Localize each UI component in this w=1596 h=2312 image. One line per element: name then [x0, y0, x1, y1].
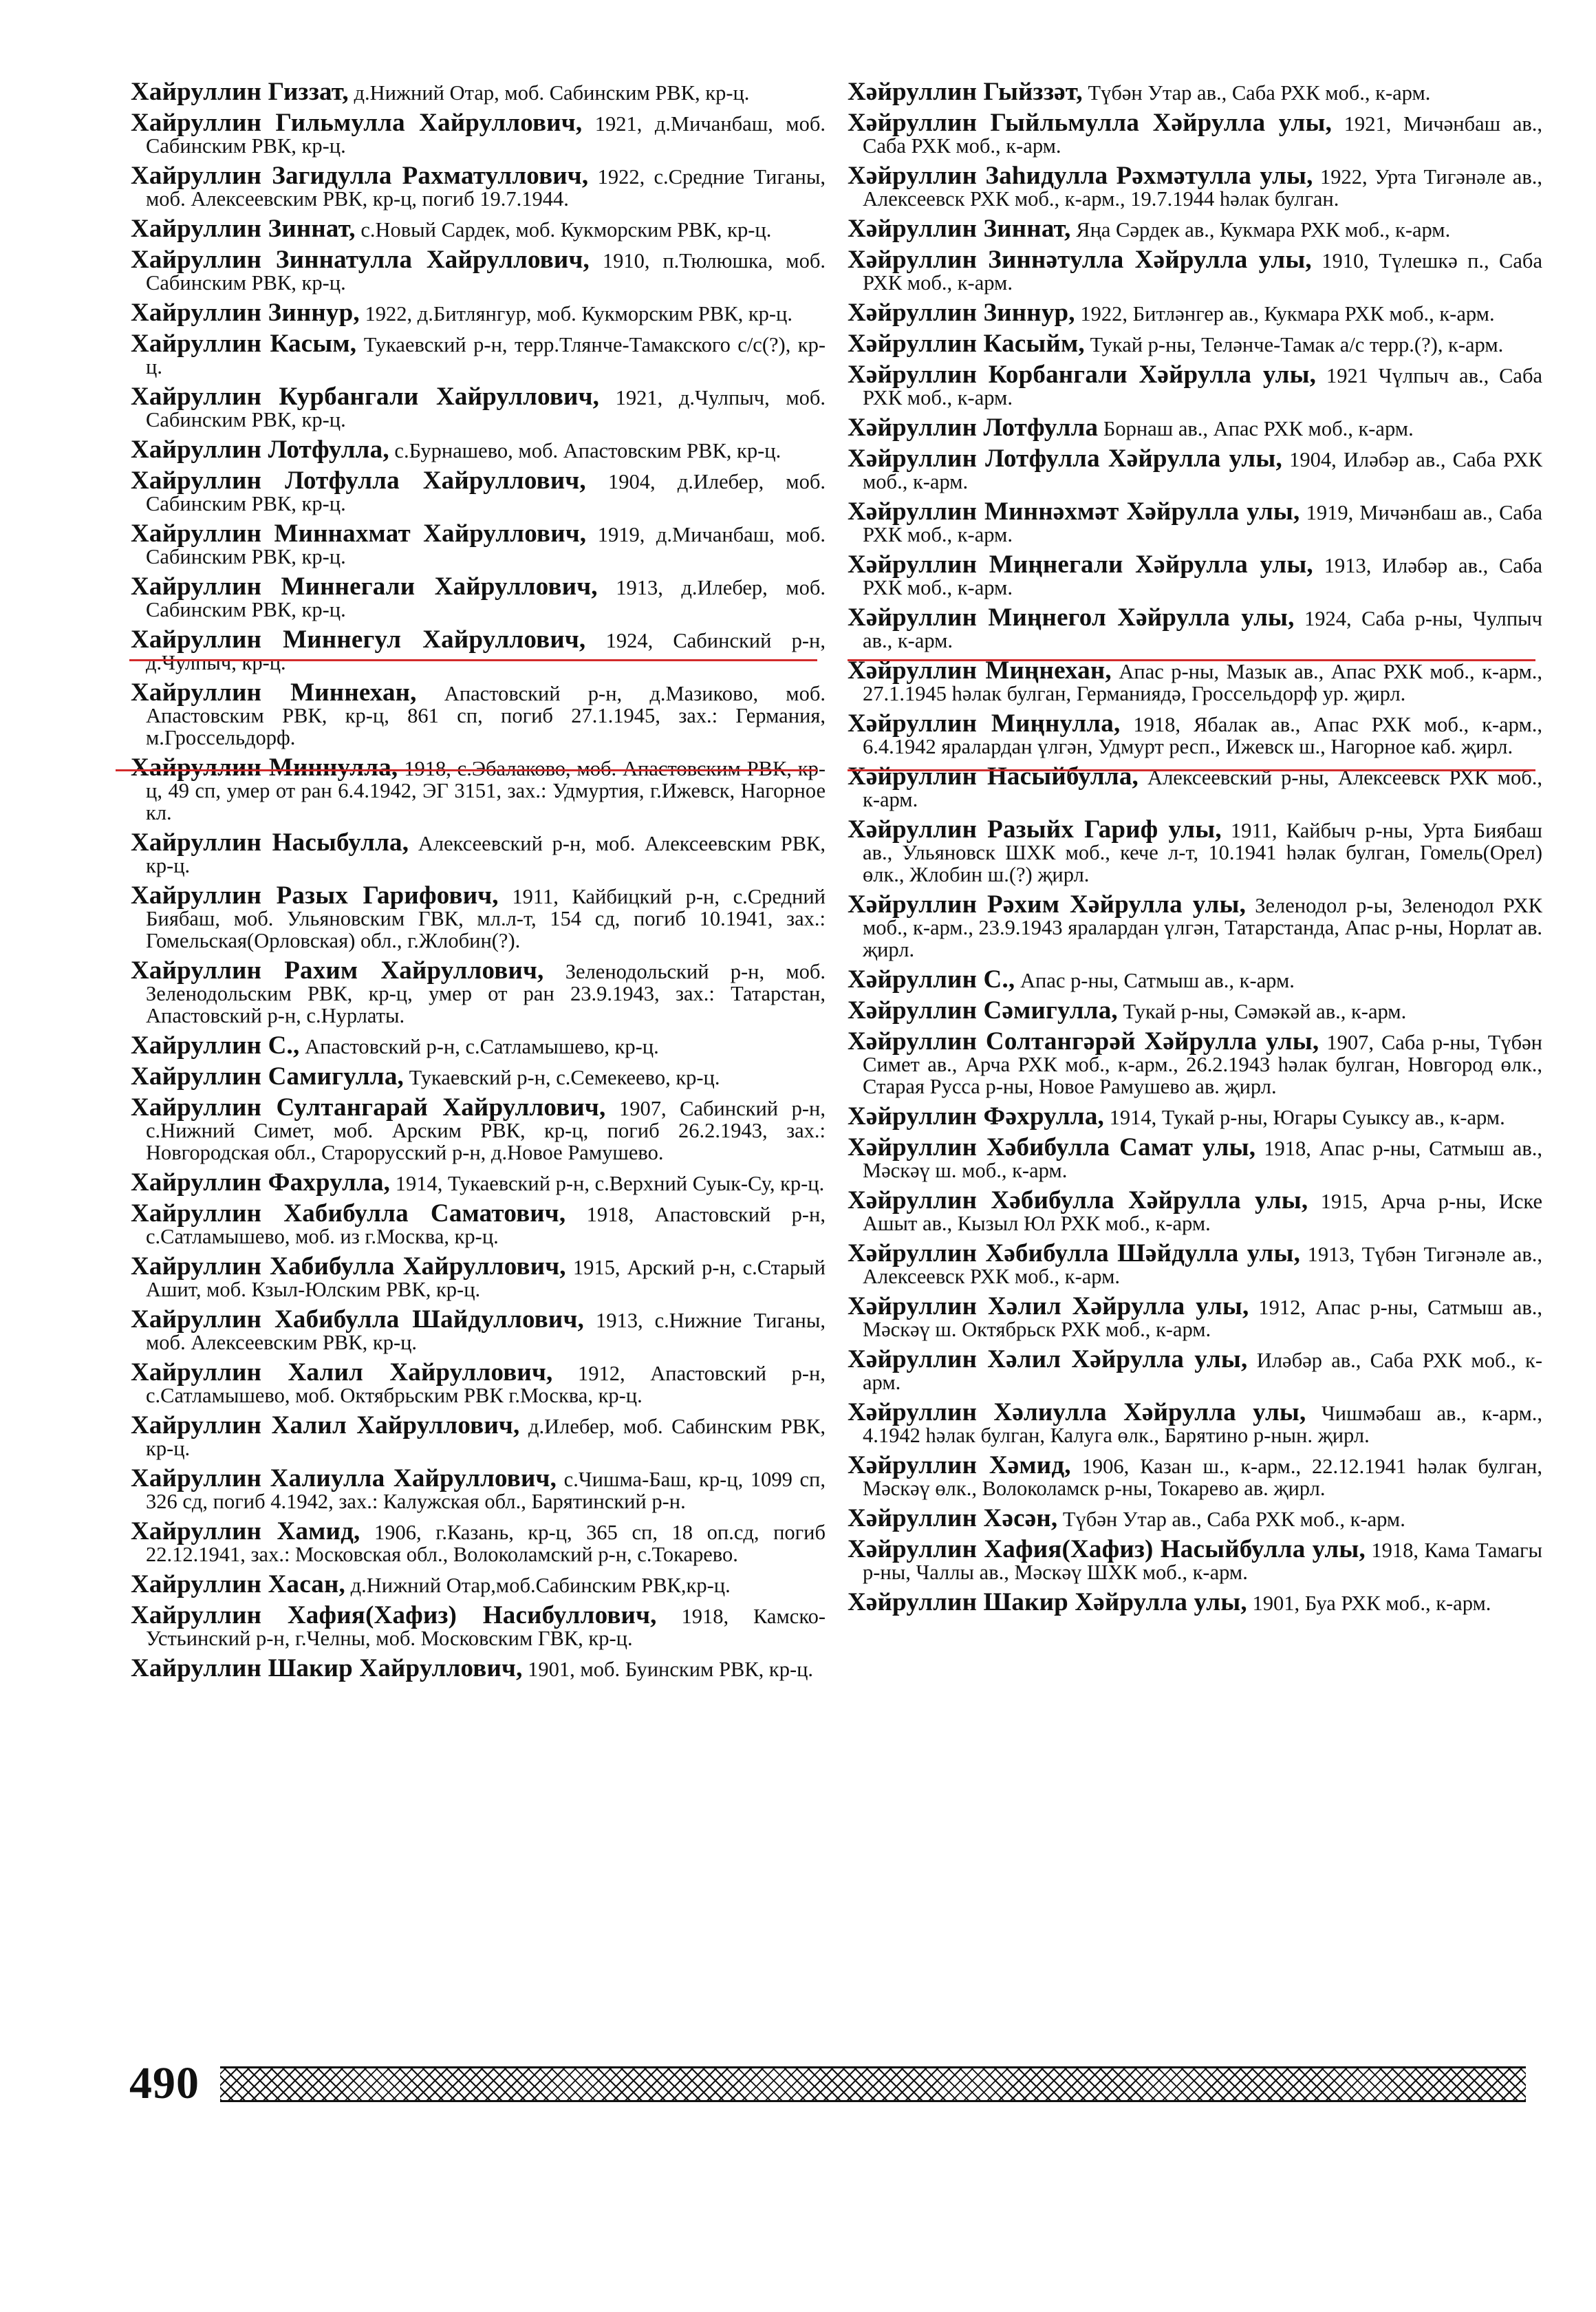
register-entry — [848, 550, 1542, 599]
register-entry — [848, 762, 1543, 811]
entry-details: Зеленодол р-ы, Зеленодол РХК моб., к-арм., 23.9.1943 яралардан үлгән, Татарстанда, Апас р-ны, Норлат ав. җирл. — [863, 894, 1543, 961]
entry-details: 1907, Сабинский р-н, с.Нижний Симет, моб. Арским РВК, кр-ц, погиб 26.2.1943, зах.: Новгородская обл., Старорусский р-н, д.Новое Рамушево. — [146, 1097, 826, 1164]
entry-name: Хайруллин Хафия(Хафиз) Насибуллович, — [131, 1601, 657, 1629]
entry-details: с.Чишма-Баш, кр-ц, 1099 сп, 326 сд, погиб 4.1942, зах.: Калужская обл., Барятинский р-н. — [146, 1468, 826, 1513]
entry-name: Хәйруллин Миннәхмәт Хәйрулла улы, — [848, 497, 1300, 526]
entry-details: 1914, Тукаевский р-н, с.Верхний Суык-Су, кр-ц. — [395, 1172, 825, 1195]
entry-name: Хәйруллин Гыйльмулла Хәйрулла улы, — [848, 109, 1333, 137]
entry-details: 1922, Урта Тигәнәле ав., Алексеевск РХК моб., к-арм., 19.7.1944 һәлак булган. — [863, 165, 1542, 211]
entry-details: 1914, Тукай р-ны, Югары Суыксу ав., к-арм. — [1109, 1106, 1505, 1129]
register-entry — [848, 815, 1542, 886]
entry-name: Хайруллин Миннулла, — [131, 753, 398, 782]
entry-name: Хәйруллин Насыйбулла, — [848, 762, 1139, 791]
entry-name: Хайруллин Хабибулла Саматович, — [131, 1199, 566, 1228]
register-entry — [848, 1345, 1543, 1394]
entry-name: Хайруллин Гильмулла Хайруллович, — [131, 109, 583, 137]
entry-name: Хәйруллин Зиннат, — [848, 215, 1071, 243]
register-entry — [848, 1292, 1542, 1341]
entry-name: Хәйруллин Зиннәтулла Хәйрулла улы, — [848, 246, 1312, 274]
entry-details: 1906, г.Казань, кр-ц, 365 сп, 18 оп.сд, погиб 22.12.1941, зах.: Московская обл., Волоколамский р-н, с.Токарево. — [146, 1521, 826, 1566]
entry-details: 1921 Чүлпыч ав., Саба РХК моб., к-арм. — [863, 364, 1543, 409]
register-entry — [848, 1102, 1542, 1131]
decorative-ornament-border — [220, 2066, 1526, 2102]
entry-details: 1918, с.Эбалаково, моб. Апастовским РВК, кр-ц, 49 сп, умер от ран 6.4.1942, ЭГ 3151, зах.: Удмуртия, г.Ижевск, Нагорное кл. — [146, 757, 826, 824]
entry-details: 1913, д.Илебер, моб. Сабинским РВК, кр-ц. — [146, 576, 826, 621]
entry-details: Алексеевский р-ны, Алексеевск РХК моб., к-арм. — [863, 766, 1543, 811]
register-entry — [848, 497, 1543, 546]
entry-name: Хәйруллин Хәлил Хәйрулла улы, — [848, 1292, 1249, 1320]
register-entry — [131, 299, 826, 327]
register-entry — [848, 445, 1542, 493]
entry-name: Хайруллин Халил Хайруллович, — [131, 1358, 553, 1387]
entry-name: Хайруллин Разых Гарифович, — [131, 881, 499, 910]
register-entry — [848, 1186, 1543, 1235]
entry-name: Хәйруллин Сәмигулла, — [848, 996, 1118, 1025]
entry-name: Хәйруллин Шакир Хәйрулла улы, — [848, 1588, 1247, 1616]
entry-name: Хайруллин Хасан, — [131, 1570, 345, 1598]
register-entry — [848, 890, 1543, 961]
register-entry — [131, 1358, 826, 1407]
left-column-russian — [131, 78, 826, 1689]
register-entry — [131, 828, 826, 877]
entry-name: Хайруллин Хабибулла Шайдуллович, — [131, 1305, 584, 1334]
entry-details: Апас р-ны, Сатмыш ав., к-арм. — [1020, 969, 1295, 992]
register-entry — [131, 625, 826, 674]
entry-name: Хайруллин Зиннат, — [131, 215, 356, 243]
entry-details: 1913, Иләбәр ав., Саба РХК моб., к-арм. — [863, 554, 1542, 599]
entry-details: 1921, Мичәнбаш ав., Саба РХК моб., к-арм. — [863, 112, 1543, 158]
entry-details: д.Нижний Отар, моб. Сабинским РВК, кр-ц. — [354, 81, 750, 105]
entry-name: Хәйруллин Хәбибулла Самат улы, — [848, 1133, 1256, 1162]
register-entry — [848, 603, 1542, 652]
register-entry — [131, 881, 826, 952]
entry-details: с.Новый Сардек, моб. Кукморским РВК, кр-ц. — [360, 218, 772, 242]
entry-details: 1918, Ябалак ав., Апас РХК моб., к-арм., 6.4.1942 яралардан үлгән, Удмурт респ., Ижевск ш., Нагорное каб. җирл. — [863, 713, 1542, 758]
entry-name: Хәйруллин Миңнегол Хәйрулла улы, — [848, 603, 1295, 632]
entry-name: Хәйруллин Миңнегали Хәйрулла улы, — [848, 550, 1313, 579]
register-entry — [131, 215, 826, 243]
register-entry — [848, 215, 1542, 243]
register-entry — [131, 1031, 826, 1060]
entry-details: с.Бурнашево, моб. Апастовским РВК, кр-ц. — [394, 439, 781, 462]
entry-details: 1915, Арский р-н, с.Старый Ашит, моб. Кзыл-Юлским РВК, кр-ц. — [146, 1256, 826, 1301]
entry-name: Хайруллин Шакир Хайруллович, — [131, 1654, 523, 1682]
entry-name: Хайруллин Хабибулла Хайруллович, — [131, 1252, 566, 1281]
red-underline-right-2 — [848, 769, 1535, 771]
red-underline-right-1 — [848, 659, 1535, 661]
entry-details: 1918, Кама Тамагы р-ны, Чаллы ав., Мәскәү ШХК моб., к-арм. — [863, 1539, 1543, 1584]
entry-details: 1922, Битләнгер ав., Кукмара РХК моб., к-арм. — [1080, 302, 1495, 325]
entry-details: Түбән Утар ав., Саба РХК моб., к-арм. — [1062, 1508, 1405, 1531]
register-entry — [131, 246, 826, 295]
register-entry — [131, 572, 826, 621]
entry-name: Хайруллин Зиннатулла Хайруллович, — [131, 246, 590, 274]
entry-details: 1922, с.Средние Тиганы, моб. Алексеевским РВК, кр-ц, погиб 19.7.1944. — [146, 165, 826, 211]
register-entry — [848, 109, 1543, 158]
register-entry — [131, 678, 826, 749]
register-entry — [131, 78, 826, 106]
entry-name: Хәйруллин Хафия(Хафиз) Насыйбулла улы, — [848, 1535, 1366, 1563]
entry-details: Түбән Утар ав., Саба РХК моб., к-арм. — [1088, 81, 1431, 105]
entry-details: 1904, Иләбәр ав., Саба РХК моб., к-арм. — [863, 448, 1542, 493]
register-entry — [131, 162, 826, 211]
entry-name: Хайруллин Загидулла Рахматуллович, — [131, 162, 589, 190]
register-entry — [131, 1199, 826, 1248]
entry-name: Хәйруллин Хәсән, — [848, 1504, 1058, 1532]
register-entry — [131, 383, 826, 431]
entry-name: Хәйруллин Рәхим Хәйрулла улы, — [848, 890, 1247, 919]
entry-name: Хәйруллин Хәбибулла Хәйрулла улы, — [848, 1186, 1308, 1214]
entry-name: Хәйруллин Хәмид, — [848, 1451, 1071, 1479]
entry-details: Яңа Сәрдек ав., Кукмара РХК моб., к-арм. — [1076, 218, 1451, 242]
entry-name: Хайруллин Курбангали Хайруллович, — [131, 383, 600, 411]
entry-name: Хайруллин Рахим Хайруллович, — [131, 956, 544, 985]
register-entry — [848, 1239, 1542, 1288]
entry-details: 1922, д.Битлянгур, моб. Кукморским РВК, кр-ц. — [365, 302, 792, 325]
entry-details: 1901, моб. Буинским РВК, кр-ц. — [528, 1658, 814, 1681]
register-entry — [131, 1517, 826, 1566]
page-number: 490 — [129, 2058, 200, 2108]
entry-name: Хайруллин Миннегали Хайруллович, — [131, 572, 598, 601]
entry-details: 1918, Камско-Устьинский р-н, г.Челны, моб. Московским ГВК, кр-ц. — [146, 1605, 826, 1650]
register-entry — [848, 330, 1542, 358]
register-entry — [848, 162, 1542, 211]
entry-details: 1901, Буа РХК моб., к-арм. — [1252, 1592, 1491, 1615]
register-entry — [848, 1027, 1543, 1098]
entry-name: Хайруллин Халил Хайруллович, — [131, 1411, 520, 1439]
entry-details: 1913, Түбән Тигәнәле ав., Алексеевск РХК моб., к-арм. — [863, 1243, 1542, 1288]
entry-details: Апастовский р-н, д.Мазиково, моб. Апастовским РВК, кр-ц, 861 сп, погиб 27.1.1945, зах.: Германия, м.Гроссельдорф. — [146, 682, 826, 749]
entry-name: Хәйруллин Гыйззәт, — [848, 78, 1083, 106]
entry-details: Тукай р-ны, Сәмәкәй ав., к-арм. — [1123, 1000, 1407, 1023]
register-entry — [131, 1305, 826, 1354]
register-entry — [848, 656, 1542, 705]
register-entry — [131, 1062, 826, 1091]
register-entry — [131, 956, 826, 1027]
entry-details: 1919, д.Мичанбаш, моб. Сабинским РВК, кр-ц. — [146, 523, 826, 568]
register-entry — [131, 1570, 826, 1598]
register-entry — [848, 246, 1542, 295]
entry-name: Хәйруллин Заһидулла Рәхмәтулла улы, — [848, 162, 1313, 190]
entry-details: Тукаевский р-н, терр.Тлянче-Тамакского с/с(?), кр-ц. — [146, 333, 826, 378]
entry-name: Хәйруллин Зиннур, — [848, 299, 1075, 327]
entry-details: Апастовский р-н, с.Сатламышево, кр-ц. — [305, 1035, 659, 1058]
entry-details: Апас р-ны, Мазык ав., Апас РХК моб., к-арм., 27.1.1945 һәлак булган, Германиядә, Гроссельдорф ур. җирл. — [863, 660, 1542, 705]
entry-name: Хайруллин Миннахмат Хайруллович, — [131, 520, 587, 548]
register-entry — [131, 1654, 826, 1682]
entry-details: Иләбәр ав., Саба РХК моб., к-арм. — [863, 1349, 1543, 1394]
entry-details: д.Нижний Отар,моб.Сабинским РВК,кр-ц. — [350, 1574, 731, 1597]
entry-details: 1910, Түлешкә п., Саба РХК моб., к-арм. — [863, 249, 1542, 295]
entry-details: Алексеевский р-н, моб. Алексеевским РВК, кр-ц. — [146, 832, 826, 877]
entry-details: 1913, с.Нижние Тиганы, моб. Алексеевским РВК, кр-ц. — [146, 1309, 826, 1354]
register-entry — [848, 709, 1542, 758]
register-entry — [848, 1451, 1542, 1500]
entry-details: Тукай р-ны, Теләнче-Тамак а/с терр.(?), к-арм. — [1090, 333, 1504, 356]
entry-details: 1911, Кайбицкий р-н, с.Средний Биябаш, моб. Ульяновским ГВК, мл.л-т, 154 сд, погиб 10.1941, зах.: Гомельская(Орловская) обл., г.Жлобин(?). — [146, 885, 826, 952]
entry-name: Хәйруллин Лотфулла — [848, 414, 1099, 442]
entry-name: Хәйруллин Миңнулла, — [848, 709, 1121, 738]
entry-name: Хайруллин Миннегул Хайруллович, — [131, 625, 586, 654]
entry-name: Хәйруллин Корбангали Хәйрулла улы, — [848, 361, 1317, 389]
entry-name: Хәйруллин Лотфулла Хәйрулла улы, — [848, 445, 1282, 473]
entry-name: Хәйруллин Касыйм, — [848, 330, 1085, 358]
entry-name: Хайруллин Лотфулла Хайруллович, — [131, 467, 586, 495]
entry-name: Хайруллин Фахрулла, — [131, 1168, 391, 1197]
entry-name: Хәйруллин Фәхрулла, — [848, 1102, 1104, 1131]
entry-details: 1918, Апастовский р-н, с.Сатламышево, моб. из г.Москва, кр-ц. — [146, 1203, 826, 1248]
register-entry — [848, 1588, 1542, 1616]
register-entry — [848, 965, 1542, 994]
entry-name: Хайруллин Лотфулла, — [131, 436, 389, 464]
entry-details: Зеленодольский р-н, моб. Зеленодольским РВК, кр-ц, умер от ран 23.9.1943, зах.: Татарстан, Апастовский р-н, с.Нурлаты. — [146, 960, 826, 1027]
entry-name: Хайруллин Султангарай Хайруллович, — [131, 1093, 606, 1122]
entry-details: 1904, д.Илебер, моб. Сабинским РВК, кр-ц. — [146, 470, 826, 515]
entry-details: 1912, Апастовский р-н, с.Сатламышево, моб. Октябрьским РВК г.Москва, кр-ц. — [146, 1362, 826, 1407]
entry-name: Хәйруллин Хәлил Хәйрулла улы, — [848, 1345, 1248, 1373]
entry-details: д.Илебер, моб. Сабинским РВК, кр-ц. — [146, 1415, 826, 1460]
entry-name: Хайруллин Насыбулла, — [131, 828, 409, 857]
register-entry — [131, 436, 826, 464]
entry-name: Хәйруллин Хәлиулла Хәйрулла улы, — [848, 1398, 1306, 1426]
entry-details: Тукаевский р-н, с.Семекеево, кр-ц. — [409, 1066, 720, 1089]
entry-details: 1921, д.Мичанбаш, моб. Сабинским РВК, кр-ц. — [146, 112, 826, 158]
entry-details: 1911, Кайбыч р-ны, Урта Биябаш ав., Ульяновск ШХК моб., кече л-т, 10.1941 һәлак булган, Гомель(Орел) өлк., Жлобин ш.(?) җирл. — [863, 819, 1542, 886]
entry-name: Хәйруллин Разыйх Гариф улы, — [848, 815, 1222, 844]
red-underline-left-2 — [116, 769, 817, 771]
register-entry — [131, 467, 826, 515]
register-entry — [848, 996, 1542, 1025]
register-entry — [848, 1504, 1542, 1532]
entry-details: 1910, п.Тюлюшка, моб. Сабинским РВК, кр-ц. — [146, 249, 826, 295]
register-entry — [848, 414, 1542, 442]
register-entry — [131, 1168, 826, 1197]
entry-details: 1907, Саба р-ны, Түбән Симет ав., Арча РХК моб., к-арм., 26.2.1943 һәлак булган, Новгород өлк., Старая Русса р-ны, Новое Рамушево ав. җирл. — [863, 1031, 1543, 1098]
register-entry — [131, 1601, 826, 1650]
entry-name: Хайруллин Касым, — [131, 330, 357, 358]
entry-name: Хайруллин Гиззат, — [131, 78, 349, 106]
entry-name: Хайруллин Самигулла, — [131, 1062, 404, 1091]
entry-name: Хәйруллин Солтангәрәй Хәйрулла улы, — [848, 1027, 1319, 1056]
register-entry — [848, 299, 1542, 327]
entry-details: Борнаш ав., Апас РХК моб., к-арм. — [1103, 417, 1414, 440]
entry-name: Хәйруллин Миңнехан, — [848, 656, 1112, 685]
entry-name: Хәйруллин Хәбибулла Шәйдулла улы, — [848, 1239, 1301, 1267]
entry-details: 1918, Апас р-ны, Сатмыш ав., Мәскәү ш. моб., к-арм. — [863, 1137, 1543, 1182]
entry-name: Хайруллин Халиулла Хайруллович, — [131, 1464, 557, 1492]
register-entry — [848, 78, 1542, 106]
entry-name: Хәйруллин С., — [848, 965, 1015, 994]
register-entry — [848, 1535, 1543, 1584]
register-entry — [131, 1252, 826, 1301]
register-entry — [131, 330, 826, 378]
register-entry — [131, 520, 826, 568]
entry-name: Хайруллин Зиннур, — [131, 299, 360, 327]
entry-details: 1921, д.Чулпыч, моб. Сабинским РВК, кр-ц. — [146, 386, 826, 431]
entry-details: 1912, Апас р-ны, Сатмыш ав., Мәскәү ш. Октябрьск РХК моб., к-арм. — [863, 1296, 1542, 1341]
entry-details: 1915, Арча р-ны, Иске Ашыт ав., Кызыл Юл РХК моб., к-арм. — [863, 1190, 1543, 1235]
register-entry — [848, 1133, 1543, 1182]
register-entry — [131, 1464, 826, 1513]
entry-details: 1924, Сабинский р-н, д.Чулпыч, кр-ц. — [146, 629, 826, 674]
entry-details: 1906, Казан ш., к-арм., 22.12.1941 һәлак булган, Мәскәү өлк., Волоколамск р-ны, Токарево ав. җирл. — [863, 1455, 1542, 1500]
register-entry — [848, 1398, 1542, 1447]
register-entry — [131, 1411, 826, 1460]
register-entry — [131, 1093, 826, 1164]
entry-name: Хайруллин С., — [131, 1031, 300, 1060]
register-entry — [131, 109, 826, 158]
register-entry — [848, 361, 1543, 409]
entry-details: Чишмәбаш ав., к-арм., 4.1942 һәлак булган, Калуга өлк., Барятино р-нын. җирл. — [863, 1402, 1542, 1447]
entry-name: Хайруллин Хамид, — [131, 1517, 360, 1545]
entry-details: 1919, Мичәнбаш ав., Саба РХК моб., к-арм. — [863, 501, 1543, 546]
entry-details: 1924, Саба р-ны, Чулпыч ав., к-арм. — [863, 607, 1542, 652]
register-entry — [131, 753, 826, 824]
red-underline-left-1 — [129, 659, 817, 661]
right-column-tatar — [848, 78, 1543, 1623]
entry-name: Хайруллин Миннехан, — [131, 678, 417, 707]
